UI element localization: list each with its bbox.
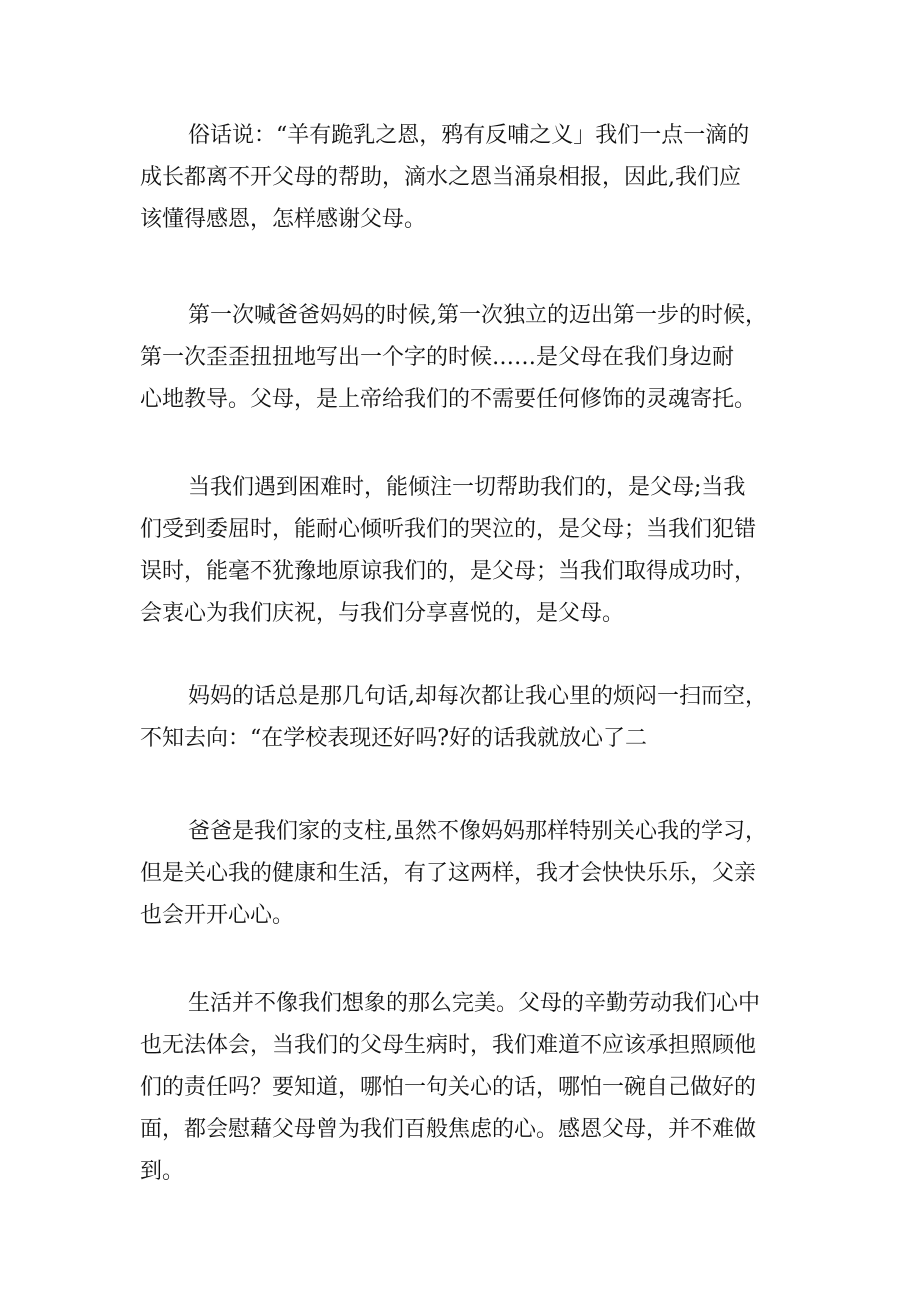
paragraph-line: 成长都离不开父母的帮助，滴水之恩当涌泉相报，因此,我们应 bbox=[140, 165, 741, 190]
paragraph-line: 妈妈的话总是那几句话,却每次都让我心里的烦闷一扫而空， bbox=[188, 684, 767, 709]
paragraph-line: 也会开开心心。 bbox=[140, 903, 295, 928]
paragraph-line: 误时，能毫不犹豫地原谅我们的，是父母；当我们取得成功时， bbox=[140, 559, 757, 584]
paragraph-line: 第一次喊爸爸妈妈的时候,第一次独立的迈出第一步的时候， bbox=[188, 303, 767, 328]
paragraph-line: 生活并不像我们想象的那么完美。父母的辛勤劳动我们心中 bbox=[188, 991, 761, 1016]
paragraph-2 bbox=[140, 295, 790, 421]
paragraph-line: 会衷心为我们庆祝，与我们分享喜悦的，是父母。 bbox=[140, 601, 625, 626]
paragraph-line: 心地教导。父母，是上帝给我们的不需要任何修饰的灵魂寄托。 bbox=[140, 387, 757, 412]
paragraph-line: 们的责任吗？要知道，哪怕一句关心的话，哪怕一碗自己做好的 bbox=[140, 1075, 757, 1100]
paragraph-line: 爸爸是我们家的支柱,虽然不像妈妈那样特别关心我的学习， bbox=[188, 819, 767, 844]
paragraph-line: 不知去向：“在学校表现还好吗?好的话我就放心了二 bbox=[140, 726, 648, 751]
paragraph-6 bbox=[140, 983, 790, 1193]
paragraph-line: 第一次歪歪扭扭地写出一个字的时候……是父母在我们身边耐 bbox=[140, 345, 735, 370]
paragraph-line: 但是关心我的健康和生活，有了这两样，我才会快快乐乐，父亲 bbox=[140, 861, 757, 886]
paragraph-4 bbox=[140, 676, 790, 760]
paragraph-line: 们受到委屈时，能耐心倾听我们的哭泣的，是父母；当我们犯错 bbox=[140, 517, 757, 542]
paragraph-line: 面，都会慰藉父母曾为我们百般焦虑的心。感恩父母，并不难做 bbox=[140, 1117, 757, 1142]
paragraph-3 bbox=[140, 467, 790, 635]
paragraph-line: 也无法体会，当我们的父母生病时，我们难道不应该承担照顾他 bbox=[140, 1033, 757, 1058]
paragraph-line: 当我们遇到困难时，能倾注一切帮助我们的，是父母;当我 bbox=[188, 475, 746, 500]
paragraph-5 bbox=[140, 811, 790, 937]
paragraph-line: 该懂得感恩，怎样感谢父母。 bbox=[140, 207, 427, 232]
paragraph-line: 俗话说：“羊有跪乳之恩，鸦有反哺之义」我们一点一滴的 bbox=[188, 123, 750, 148]
paragraph-1 bbox=[140, 115, 790, 241]
paragraph-line: 到。 bbox=[140, 1159, 185, 1184]
